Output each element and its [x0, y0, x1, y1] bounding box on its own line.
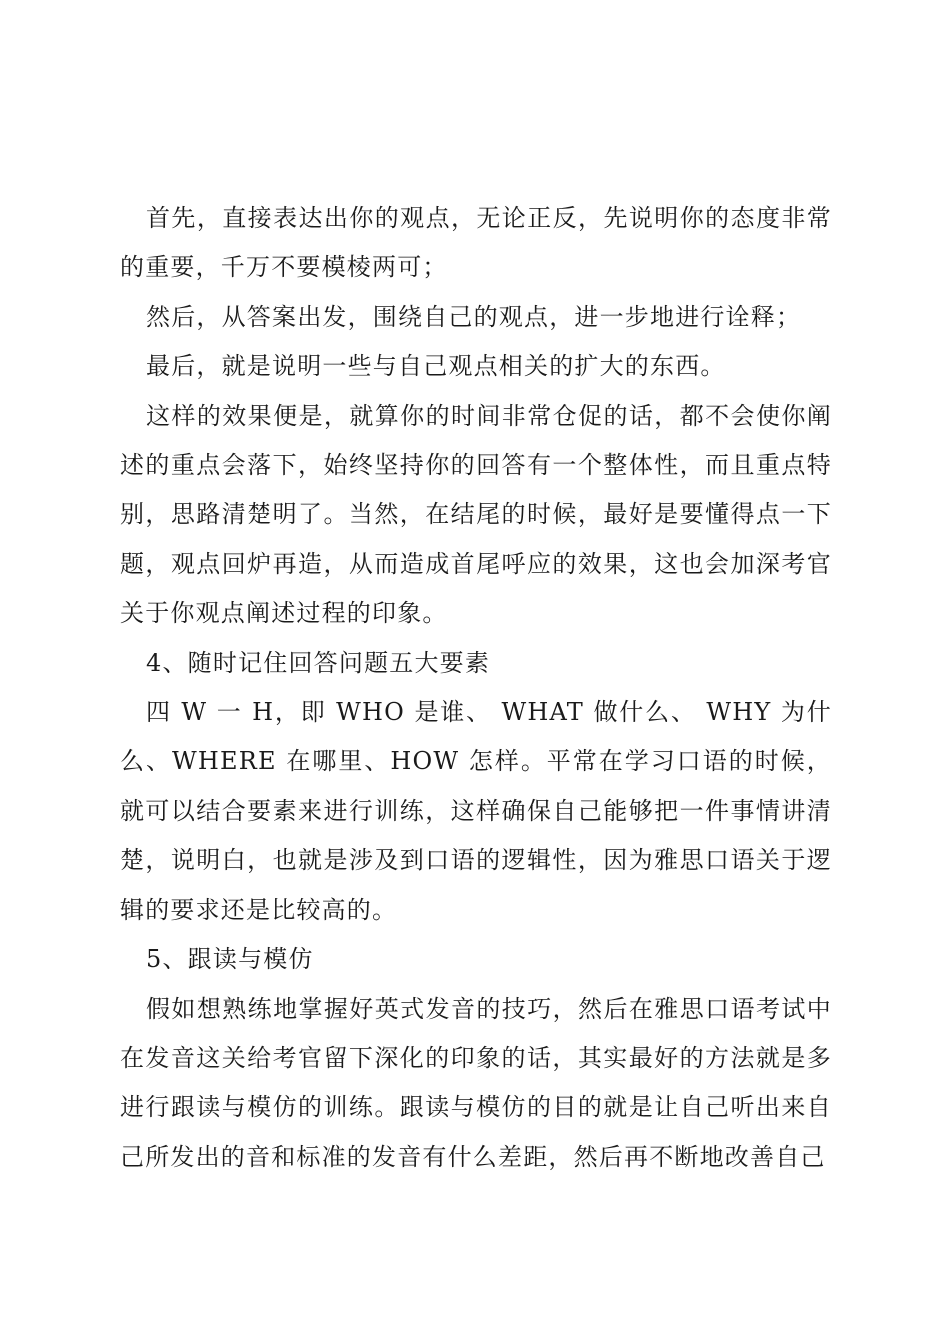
section-heading-5: 5、跟读与模仿: [146, 945, 314, 974]
document-body: [120, 194, 832, 1182]
paragraph-state-view-first: 首先，直接表达出你的观点，无论正反，先说明你的态度非常的重要，千万不要模棱两可；: [120, 204, 832, 282]
paragraph-shadowing: 假如想熟练地掌握好英式发音的技巧，然后在雅思口语考试中在发音这关给考官留下深化的印象的话，其实最好的方法就是多进行跟读与模仿的训练。跟读与模仿的目的就是让自己听出来自己所发出的音和标准的发音有什么差距，然后再不断地改善自己: [120, 994, 832, 1171]
section-heading-4: 4、随时记住回答问题五大要素: [146, 648, 491, 677]
paragraph-effect-summary: 这样的效果便是，就算你的时间非常仓促的话，都不会使你阐述的重点会落下，始终坚持你的回答有一个整体性，而且重点特别，思路清楚明了。当然，在结尾的时候，最好是要懂得点一下题，观点回炉再造，从而造成首尾呼应的效果，这也会加深考官关于你观点阐述过程的印象。: [120, 401, 832, 628]
paragraph-4w1h: 四 W 一 H，即 WHO 是谁、 WHAT 做什么、 WHY 为什么、WHERE 在哪里、HOW 怎样。平常在学习口语的时候，就可以结合要素来进行训练，这样确保自己能够把一件事情讲清楚，说明白，也就是涉及到口语的逻辑性，因为雅思口语关于逻辑的要求还是比较高的。: [120, 698, 832, 924]
paragraph-explain-view: 然后，从答案出发，围绕自己的观点，进一步地进行诠释；: [146, 302, 802, 331]
paragraph-expand-related: 最后，就是说明一些与自己观点相关的扩大的东西。: [146, 352, 726, 381]
